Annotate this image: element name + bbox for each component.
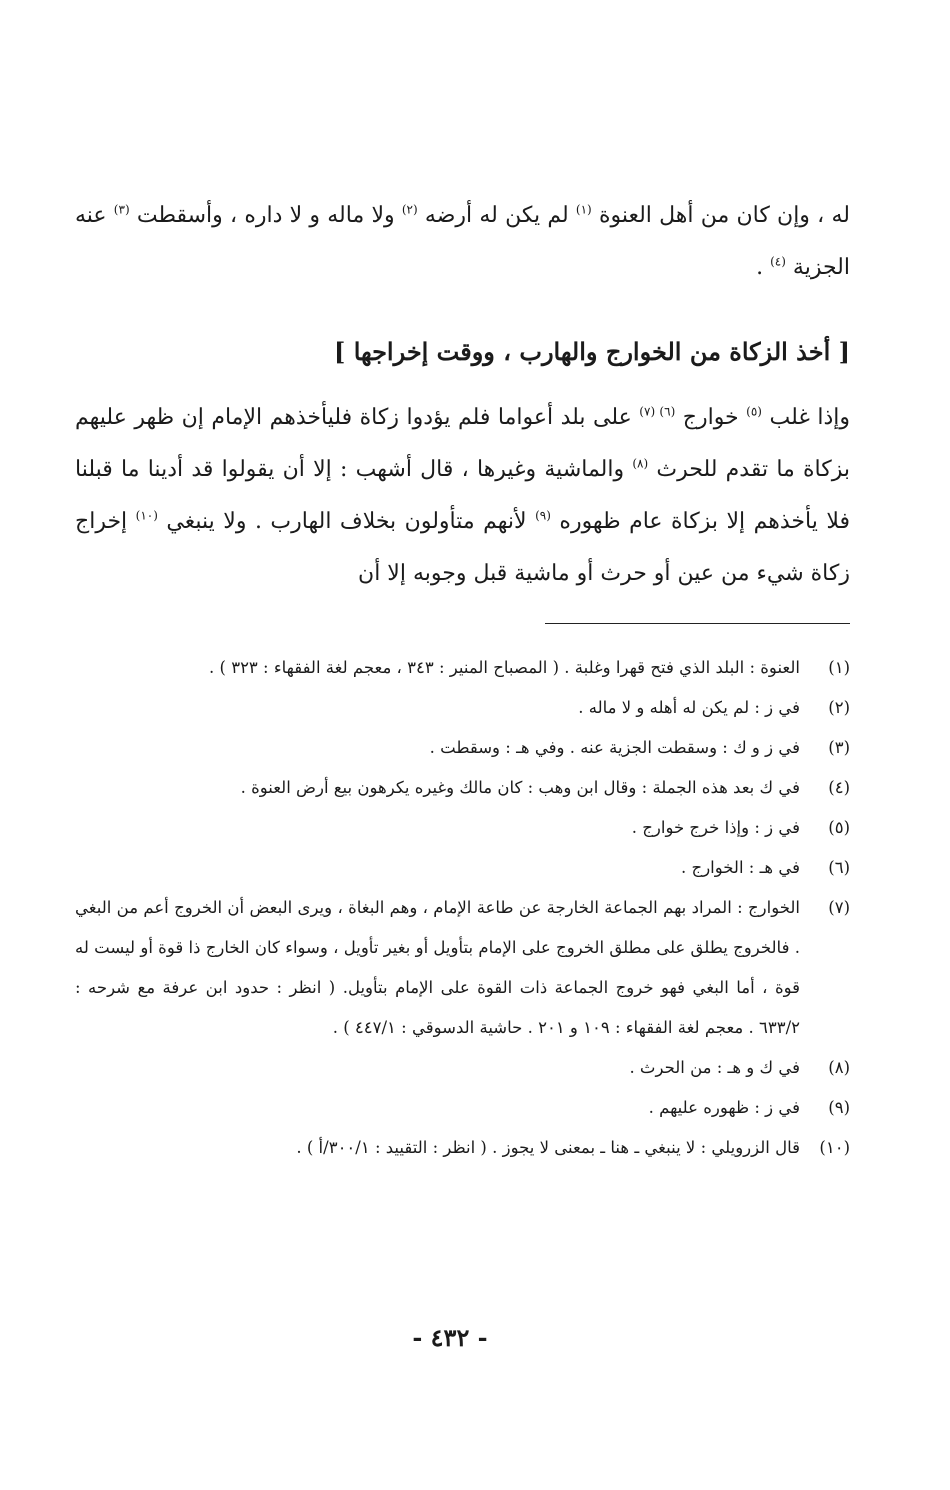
footnote-marker: (٢) xyxy=(401,202,418,217)
text-run: عنه الجزية xyxy=(75,203,850,280)
footnote-item xyxy=(75,1088,850,1128)
text-run: إخراج زكاة شيء من عين أو حرث أو ماشية قبل وجوبه إلا أن xyxy=(75,509,850,586)
footnote-item xyxy=(75,648,850,688)
footnote-marker: (٨) xyxy=(632,456,649,471)
footnote-number: (٧) xyxy=(828,898,850,917)
footnote-text: في ك و هـ : من الحرث . xyxy=(629,1058,800,1077)
text-run: وإذا غلب xyxy=(761,405,851,430)
text-run: ولا ماله و لا داره ، وأسقطت xyxy=(129,203,402,228)
footnote-number: (٨) xyxy=(828,1058,850,1077)
footnote-number: (١٠) xyxy=(819,1138,850,1157)
section-heading: [ أخذ الزكاة من الخوارج والهارب ، ووقت إخراجها ] xyxy=(333,337,850,366)
footnote-number: (٩) xyxy=(828,1098,850,1117)
footnote-item xyxy=(75,728,850,768)
footnote-item xyxy=(75,1048,850,1088)
footnote-number: (٥) xyxy=(828,818,850,837)
footnote-item xyxy=(75,1128,850,1168)
footnote-text: في ز : ظهوره عليهم . xyxy=(648,1098,800,1117)
footnote-text: في ك بعد هذه الجملة : وقال ابن وهب : كان مالك وغيره يكرهون بيع أرض العنوة . xyxy=(240,778,800,797)
footnote-marker: (٦) (٧) xyxy=(639,404,676,419)
footnote-item xyxy=(75,808,850,848)
text-run: والماشية وغيرها ، قال أشهب : إلا أن يقولوا قد أدينا ما قبلنا فلا يأخذهم إلا بزكاة عام ظهوره xyxy=(75,457,850,534)
text-run: لأنهم متأولون بخلاف الهارب . ولا ينبغي xyxy=(157,509,536,534)
text-run: لم يكن له أرضه xyxy=(417,203,576,228)
footnote-item xyxy=(75,888,850,1048)
footnote-marker: (٩) xyxy=(535,508,551,523)
footnote-marker: (١٠) xyxy=(135,508,158,523)
footnote-text: في ز : وإذا خرج خوارج . xyxy=(631,818,800,837)
footnote-number: (٤) xyxy=(828,778,850,797)
footnote-number: (٢) xyxy=(828,698,850,717)
footnote-marker: (٥) xyxy=(746,404,762,419)
footnote-marker: (٤) xyxy=(770,254,786,269)
footnote-item xyxy=(75,768,850,808)
footnotes-list xyxy=(75,648,850,1168)
footnote-separator xyxy=(545,623,850,624)
footnote-marker: (٣) xyxy=(113,202,130,217)
footnote-number: (٣) xyxy=(828,738,850,757)
footnote-text: قال الزرويلي : لا ينبغي ـ هنا ـ بمعنى لا يجوز . ( انظر : التقييد : ٣٠٠/١/أ ) . xyxy=(296,1138,800,1157)
footnote-text: في ز : لم يكن له أهله و لا ماله . xyxy=(578,698,800,717)
footnote-number: (١) xyxy=(828,658,850,677)
footnote-item xyxy=(75,848,850,888)
footnote-text: الخوارج : المراد بهم الجماعة الخارجة عن طاعة الإمام ، وهم البغاة ، ويرى البعض أن الخروج أعم من البغي . فالخروج يطلق على مطلق الخروج على الإمام بتأويل أو بغير تأويل ، وسواء كان الخارج ذا قوة أو ليست له قوة ، أما البغي فهو خروج الجماعة ذات القوة على الإمام بتأويل. ( انظر : حدود ابن عرفة مع شرحه : ٦٣٣/٢ . معجم لغة الفقهاء : ١٠٩ و ٢٠١ . حاشية الدسوقي : ٤٤٧/١ ) . xyxy=(75,898,800,1037)
footnote-number: (٦) xyxy=(828,858,850,877)
body-paragraph-1 xyxy=(75,190,850,294)
text-run: على بلد أعواما فلم يؤدوا زكاة فليأخذهم الإمام إن ظهر عليهم بزكاة ما تقدم للحرث xyxy=(75,405,850,482)
footnote-text: في هـ : الخوارج . xyxy=(681,858,800,877)
footnote-item xyxy=(75,688,850,728)
text-run: له ، وإن كان من أهل العنوة xyxy=(591,203,850,228)
footnote-text: العنوة : البلد الذي فتح قهرا وغلبة . ( المصباح المنير : ٣٤٣ ، معجم لغة الفقهاء : ٣٢٣ ) . xyxy=(209,658,800,677)
text-run: . xyxy=(756,255,771,280)
footnote-marker: (١) xyxy=(575,202,592,217)
page-number: - ٤٣٢ - xyxy=(412,1323,488,1352)
footnote-text: في ز و ك : وسقطت الجزية عنه . وفي هـ : وسقطت . xyxy=(429,738,800,757)
text-run: خوارج xyxy=(675,405,747,430)
body-paragraph-2 xyxy=(75,392,850,600)
